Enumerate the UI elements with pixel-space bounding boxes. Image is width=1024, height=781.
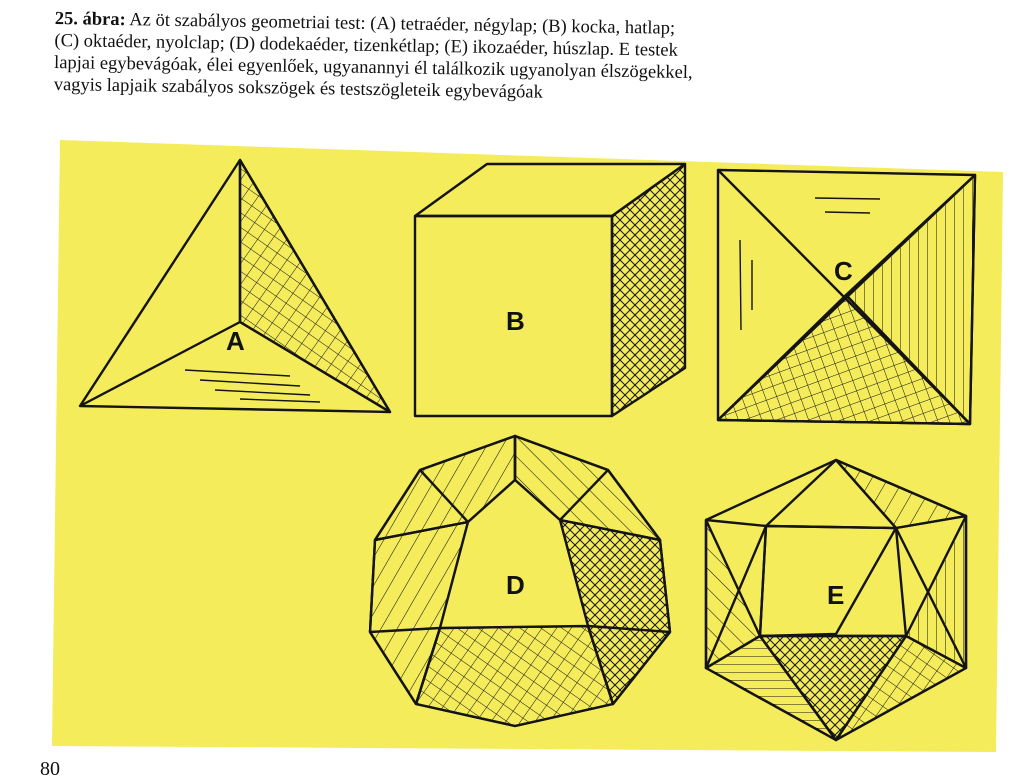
caption-line-2: (C) oktaéder, nyolclap; (D) dodekaéder, tizenkétlap; (E) ikozaéder, húszlap. E testek — [54, 30, 678, 61]
caption-lead: 25. ábra: — [54, 8, 126, 31]
caption-line-1: Az öt szabályos geometriai test: (A) tetraéder, négylap; (B) kocka, hatlap; — [125, 10, 676, 39]
caption-line-3: lapjai egybevágóak, élei egyenlőek, ugyanannyi él találkozik ugyanolyan élszögekkel, — [53, 52, 693, 84]
label-d: D — [506, 570, 525, 600]
label-e: E — [827, 580, 845, 610]
caption-line-4: vagyis lapjaik szabályos sokszögek és testszögleteik egybevágóak — [53, 74, 543, 103]
page-number: 80 — [40, 758, 60, 780]
label-c: C — [834, 256, 853, 286]
label-a: A — [226, 326, 245, 356]
label-b: B — [506, 306, 525, 336]
